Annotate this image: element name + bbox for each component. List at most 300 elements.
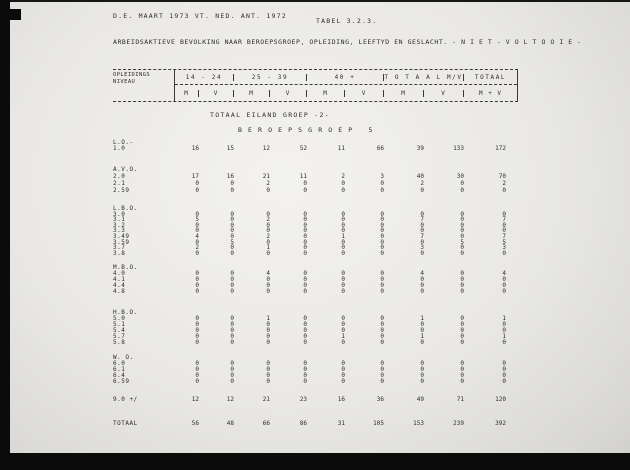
cell-value: 0 xyxy=(460,327,464,335)
cell-value: 2 xyxy=(266,180,270,187)
cell-value: 0 xyxy=(341,221,345,229)
cell-value: 0 xyxy=(266,321,270,329)
cell-value: 0 xyxy=(341,327,345,335)
cell-value: 4 xyxy=(502,270,506,278)
cell-value: 7 xyxy=(420,216,424,224)
cell-value: 0 xyxy=(195,227,199,235)
cell-value: 0 xyxy=(195,270,199,278)
cell-value: 0 xyxy=(502,249,506,257)
row-label: 4.4 xyxy=(113,282,126,290)
cell-value: 0 xyxy=(341,180,345,187)
row-label: 5.7 xyxy=(113,333,126,341)
cell-value: 0 xyxy=(420,249,424,257)
row-label: TOTAAL xyxy=(113,420,138,428)
cell-value: 0 xyxy=(303,339,307,347)
column-group-header: T O T A A L M/V xyxy=(384,73,463,81)
cell-value: 0 xyxy=(380,244,384,252)
education-level-group xyxy=(113,140,517,152)
cell-value: 1 xyxy=(502,315,506,323)
row-header-line2: NIVEAU xyxy=(113,78,136,85)
cell-value: 1 xyxy=(266,315,270,323)
row-label: W. O. xyxy=(113,354,134,362)
cell-value: 4 xyxy=(266,270,270,278)
cell-value: 0 xyxy=(341,366,345,374)
cell-value: 0 xyxy=(195,366,199,374)
cell-value: 0 xyxy=(460,372,464,380)
data-row xyxy=(113,379,517,385)
row-label: 1.0 xyxy=(113,145,126,152)
cell-value: 52 xyxy=(299,145,307,152)
cell-value: 0 xyxy=(460,366,464,374)
cell-value: 40 xyxy=(416,173,424,180)
cell-value: 2 xyxy=(195,244,199,252)
cell-value: 12 xyxy=(262,145,270,152)
cell-value: 5 xyxy=(230,238,234,246)
cell-value: 0 xyxy=(266,360,270,368)
cell-value: 0 xyxy=(303,366,307,374)
cell-value: 0 xyxy=(303,180,307,187)
cell-value: 0 xyxy=(195,378,199,386)
cell-value: 0 xyxy=(303,221,307,229)
cell-value: 0 xyxy=(195,221,199,229)
cell-value: 0 xyxy=(266,210,270,218)
cell-value: 0 xyxy=(420,210,424,218)
cell-value: 105 xyxy=(373,420,384,428)
cell-value: 0 xyxy=(303,249,307,257)
cell-value: 0 xyxy=(195,372,199,380)
cell-value: 0 xyxy=(195,238,199,246)
cell-value: 0 xyxy=(341,244,345,252)
cell-value: 0 xyxy=(230,227,234,235)
cell-value: 1 xyxy=(266,244,270,252)
cell-value: 0 xyxy=(380,227,384,235)
column-sub-header: M xyxy=(307,90,345,97)
row-header-line1: OPLEIDINGS xyxy=(113,72,151,78)
cell-value: 0 xyxy=(380,238,384,246)
cell-value: 0 xyxy=(266,366,270,374)
column-sub-row xyxy=(175,85,517,101)
cell-value: 0 xyxy=(266,282,270,290)
cell-value: 0 xyxy=(380,327,384,335)
cell-value: 0 xyxy=(230,288,234,296)
row-label: 5.8 xyxy=(113,339,126,347)
cell-value: 1 xyxy=(341,232,345,240)
cell-value: 0 xyxy=(502,276,506,284)
scan-left-notch xyxy=(0,9,21,20)
cell-value: 0 xyxy=(380,339,384,347)
cell-value: 0 xyxy=(420,372,424,380)
cell-value: 0 xyxy=(341,187,345,194)
cell-value: 0 xyxy=(230,249,234,257)
data-row xyxy=(113,251,517,257)
group-header-row xyxy=(113,166,517,173)
cell-value: 0 xyxy=(380,216,384,224)
data-row xyxy=(113,187,517,194)
cell-value: 0 xyxy=(266,372,270,380)
education-level-group xyxy=(113,265,517,295)
cell-value: 0 xyxy=(266,339,270,347)
cell-value: 239 xyxy=(453,420,464,428)
cell-value: 2 xyxy=(502,180,506,187)
cell-value: 0 xyxy=(380,187,384,194)
row-label: 3.0 xyxy=(113,210,126,218)
cell-value: 0 xyxy=(195,180,199,187)
cell-value: 0 xyxy=(303,216,307,224)
cell-value: 0 xyxy=(460,221,464,229)
cell-value: 0 xyxy=(502,288,506,296)
cell-value: 0 xyxy=(420,238,424,246)
cell-value: 0 xyxy=(303,210,307,218)
cell-value: 0 xyxy=(420,366,424,374)
document-subtitle: ARBEIDSAKTIEVE BEVOLKING NAAR BEROEPSGROEP, OPLEIDING, LEEFTYD EN GESLACHT. - N I E T - V O L T O O I E - xyxy=(113,38,582,46)
cell-value: 2 xyxy=(266,216,270,224)
cell-value: 0 xyxy=(230,210,234,218)
tabel-number: TABEL 3.2.3. xyxy=(316,17,378,25)
cell-value: 0 xyxy=(230,232,234,240)
row-label: A.V.O. xyxy=(113,166,138,173)
cell-value: 0 xyxy=(380,270,384,278)
cell-value: 15 xyxy=(226,145,234,152)
cell-value: 5 xyxy=(502,238,506,246)
cell-value: 0 xyxy=(230,327,234,335)
data-row xyxy=(113,173,517,180)
cell-value: 0 xyxy=(195,339,199,347)
cell-value: 0 xyxy=(341,276,345,284)
cell-value: 4 xyxy=(420,270,424,278)
cell-value: 0 xyxy=(380,232,384,240)
column-group-header: 14 - 24 xyxy=(175,74,234,81)
cell-value: 3 xyxy=(502,244,506,252)
row-label: 2.59 xyxy=(113,187,130,194)
cell-value: 0 xyxy=(380,315,384,323)
cell-value: 0 xyxy=(303,227,307,235)
cell-value: 16 xyxy=(191,145,199,152)
cell-value: 0 xyxy=(195,315,199,323)
cell-value: 0 xyxy=(303,321,307,329)
cell-value: 0 xyxy=(195,210,199,218)
cell-value: 0 xyxy=(380,221,384,229)
cell-value: 0 xyxy=(303,244,307,252)
cell-value: 70 xyxy=(498,173,506,180)
column-sub-header: M xyxy=(234,90,270,97)
cell-value: 0 xyxy=(341,227,345,235)
cell-value: 0 xyxy=(380,276,384,284)
education-level-group xyxy=(113,310,517,346)
cell-value: 56 xyxy=(191,420,199,428)
cell-value: 23 xyxy=(299,396,307,404)
cell-value: 3 xyxy=(420,244,424,252)
row-label: M.B.O. xyxy=(113,264,138,272)
cell-value: 0 xyxy=(380,282,384,290)
cell-value: 0 xyxy=(230,360,234,368)
cell-value: 0 xyxy=(266,333,270,341)
cell-value: 0 xyxy=(341,378,345,386)
row-label: L.O.- xyxy=(113,139,134,146)
row-label: 3.59 xyxy=(113,238,130,246)
cell-value: 0 xyxy=(230,282,234,290)
cell-value: 0 xyxy=(460,282,464,290)
cell-value: 0 xyxy=(502,321,506,329)
cell-value: 0 xyxy=(195,282,199,290)
cell-value: 0 xyxy=(502,210,506,218)
table-header xyxy=(113,69,518,102)
column-sub-header: V xyxy=(345,90,384,97)
cell-value: 0 xyxy=(230,378,234,386)
cell-value: 3 xyxy=(380,173,384,180)
row-label: L.B.O. xyxy=(113,205,138,212)
row-label: 3.3 xyxy=(113,227,126,235)
education-level-group xyxy=(113,166,517,194)
cell-value: 1 xyxy=(502,333,506,341)
cell-value: 0 xyxy=(303,327,307,335)
cell-value: 0 xyxy=(266,378,270,386)
cell-value: 1 xyxy=(341,333,345,341)
cell-value: 0 xyxy=(341,360,345,368)
column-group-header: 25 - 39 xyxy=(234,74,307,81)
column-sub-header: M + V xyxy=(478,89,503,97)
section-subtitle: B E R O E P S G R O E P 5 xyxy=(238,126,374,134)
cell-value: 0 xyxy=(230,333,234,341)
row-label: 6.4 xyxy=(113,372,126,380)
cell-value: 17 xyxy=(191,173,199,180)
education-level-group xyxy=(113,206,517,256)
cell-value: 0 xyxy=(266,227,270,235)
cell-value: 392 xyxy=(495,420,506,428)
cell-value: 0 xyxy=(460,232,464,240)
cell-value: 0 xyxy=(303,270,307,278)
cell-value: 11 xyxy=(299,173,307,180)
cell-value: 2 xyxy=(266,232,270,240)
cell-value: 0 xyxy=(420,339,424,347)
cell-value: 0 xyxy=(303,333,307,341)
cell-value: 0 xyxy=(341,372,345,380)
cell-value: 66 xyxy=(262,420,270,428)
cell-value: 2 xyxy=(420,180,424,187)
cell-value: 0 xyxy=(420,378,424,386)
cell-value: 1 xyxy=(420,333,424,341)
cell-value: 0 xyxy=(380,333,384,341)
cell-value: 0 xyxy=(420,360,424,368)
cell-value: 0 xyxy=(502,187,506,194)
row-label: H.B.O. xyxy=(113,309,138,317)
cell-value: 21 xyxy=(262,173,270,180)
column-sub-header: M xyxy=(384,90,424,97)
cell-value: 1 xyxy=(420,315,424,323)
cell-value: 0 xyxy=(195,249,199,257)
section-title: TOTAAL EILAND GROEP -2- xyxy=(210,111,330,119)
cell-value: 0 xyxy=(341,270,345,278)
cell-value: 0 xyxy=(195,360,199,368)
cell-value: 0 xyxy=(460,216,464,224)
cell-value: 0 xyxy=(266,238,270,246)
cell-value: 172 xyxy=(495,145,506,152)
cell-value: 0 xyxy=(460,249,464,257)
cell-value: 0 xyxy=(230,372,234,380)
totals-row xyxy=(113,421,517,427)
cell-value: 0 xyxy=(502,372,506,380)
cell-value: 0 xyxy=(230,187,234,194)
cell-value: 16 xyxy=(226,173,234,180)
row-label: 5.1 xyxy=(113,321,126,329)
cell-value: 0 xyxy=(380,249,384,257)
cell-value: 0 xyxy=(195,276,199,284)
cell-value: 0 xyxy=(195,288,199,296)
row-label: 6.59 xyxy=(113,378,130,386)
cell-value: 0 xyxy=(502,360,506,368)
cell-value: 0 xyxy=(420,327,424,335)
cell-value: 7 xyxy=(420,232,424,240)
cell-value: 0 xyxy=(266,249,270,257)
column-sub-header: V xyxy=(270,90,307,97)
cell-value: 0 xyxy=(460,187,464,194)
row-label: 2.0 xyxy=(113,173,126,180)
cell-value: 0 xyxy=(341,288,345,296)
cell-value: 5 xyxy=(195,216,199,224)
cell-value: 0 xyxy=(341,282,345,290)
cell-value: 0 xyxy=(195,333,199,341)
cell-value: 0 xyxy=(341,238,345,246)
cell-value: 0 xyxy=(502,366,506,374)
cell-value: 0 xyxy=(380,366,384,374)
cell-value: 12 xyxy=(226,396,234,404)
cell-value: 0 xyxy=(460,270,464,278)
cell-value: 49 xyxy=(416,396,424,404)
cell-value: 0 xyxy=(380,372,384,380)
data-row xyxy=(113,146,517,152)
cell-value: 0 xyxy=(380,321,384,329)
cell-value: 0 xyxy=(303,378,307,386)
cell-value: 0 xyxy=(420,282,424,290)
cell-value: 0 xyxy=(420,187,424,194)
cell-value: 0 xyxy=(195,321,199,329)
row-label: 3.7 xyxy=(113,244,126,252)
cell-value: 120 xyxy=(495,396,506,404)
education-level-group xyxy=(113,355,517,385)
cell-value: 0 xyxy=(195,327,199,335)
table-header-columns xyxy=(175,70,517,101)
cell-value: 0 xyxy=(420,227,424,235)
cell-value: 48 xyxy=(226,420,234,428)
cell-value: 0 xyxy=(230,276,234,284)
cell-value: 0 xyxy=(420,221,424,229)
cell-value: 0 xyxy=(460,339,464,347)
cell-value: 0 xyxy=(460,227,464,235)
row-label: 3.8 xyxy=(113,249,126,257)
cell-value: 0 xyxy=(502,327,506,335)
cell-value: 0 xyxy=(341,216,345,224)
cell-value: 0 xyxy=(303,187,307,194)
column-group-row xyxy=(175,70,517,85)
row-header-cell xyxy=(113,70,175,101)
row-label: 4.0 xyxy=(113,270,126,278)
cell-value: 0 xyxy=(341,315,345,323)
cell-value: 0 xyxy=(230,315,234,323)
cell-value: 0 xyxy=(460,333,464,341)
row-label: 9.0 +/ xyxy=(113,396,138,404)
cell-value: 0 xyxy=(341,321,345,329)
row-label: 2.1 xyxy=(113,180,126,187)
cell-value: 0 xyxy=(303,360,307,368)
cell-value: 0 xyxy=(266,221,270,229)
row-label: 4.8 xyxy=(113,288,126,296)
cell-value: 0 xyxy=(502,282,506,290)
cell-value: 0 xyxy=(460,378,464,386)
cell-value: 0 xyxy=(341,210,345,218)
cell-value: 0 xyxy=(266,276,270,284)
cell-value: 0 xyxy=(230,366,234,374)
cell-value: 0 xyxy=(303,315,307,323)
row-label: 6.0 xyxy=(113,360,126,368)
column-sub-header: M xyxy=(175,90,199,97)
cell-value: 36 xyxy=(376,396,384,404)
cell-value: 0 xyxy=(230,216,234,224)
cell-value: 0 xyxy=(420,288,424,296)
data-row xyxy=(113,180,517,187)
page-title: D.E. MAART 1973 VT. NED. ANT. 1972 xyxy=(113,12,287,20)
column-group-header: TOTAAL xyxy=(474,73,507,81)
cell-value: 0 xyxy=(266,327,270,335)
data-row xyxy=(113,289,517,295)
cell-value: 7 xyxy=(502,216,506,224)
cell-value: 0 xyxy=(303,238,307,246)
column-sub-header: V xyxy=(199,90,234,97)
scan-top-edge xyxy=(0,0,630,2)
cell-value: 16 xyxy=(337,396,345,404)
cell-value: 0 xyxy=(266,187,270,194)
cell-value: 21 xyxy=(262,396,270,404)
cell-value: 0 xyxy=(460,244,464,252)
cell-value: 0 xyxy=(460,180,464,187)
row-label: 3.49 xyxy=(113,232,130,240)
cell-value: 0 xyxy=(230,339,234,347)
cell-value: 0 xyxy=(303,288,307,296)
row-label: 5.0 xyxy=(113,315,126,323)
cell-value: 11 xyxy=(337,145,345,152)
cell-value: 5 xyxy=(460,238,464,246)
cell-value: 0 xyxy=(502,227,506,235)
cell-value: 133 xyxy=(453,145,464,152)
cell-value: 0 xyxy=(502,339,506,347)
summary-row xyxy=(113,397,517,403)
cell-value: 0 xyxy=(195,187,199,194)
cell-value: 4 xyxy=(195,232,199,240)
cell-value: 0 xyxy=(230,321,234,329)
row-label: 4.1 xyxy=(113,276,126,284)
cell-value: 0 xyxy=(303,232,307,240)
cell-value: 0 xyxy=(460,210,464,218)
cell-value: 0 xyxy=(460,315,464,323)
row-label: 3.1 xyxy=(113,216,126,224)
cell-value: 0 xyxy=(230,221,234,229)
cell-value: 0 xyxy=(380,180,384,187)
cell-value: 0 xyxy=(230,270,234,278)
cell-value: 0 xyxy=(502,378,506,386)
cell-value: 0 xyxy=(460,321,464,329)
cell-value: 0 xyxy=(460,288,464,296)
cell-value: 0 xyxy=(420,276,424,284)
column-sub-header: V xyxy=(424,90,464,97)
cell-value: 0 xyxy=(230,180,234,187)
cell-value: 0 xyxy=(380,288,384,296)
cell-value: 31 xyxy=(337,420,345,428)
cell-value: 39 xyxy=(416,145,424,152)
cell-value: 71 xyxy=(456,396,464,404)
cell-value: 0 xyxy=(460,360,464,368)
cell-value: 153 xyxy=(413,420,424,428)
row-label: 5.4 xyxy=(113,327,126,335)
cell-value: 0 xyxy=(460,276,464,284)
cell-value: 12 xyxy=(191,396,199,404)
